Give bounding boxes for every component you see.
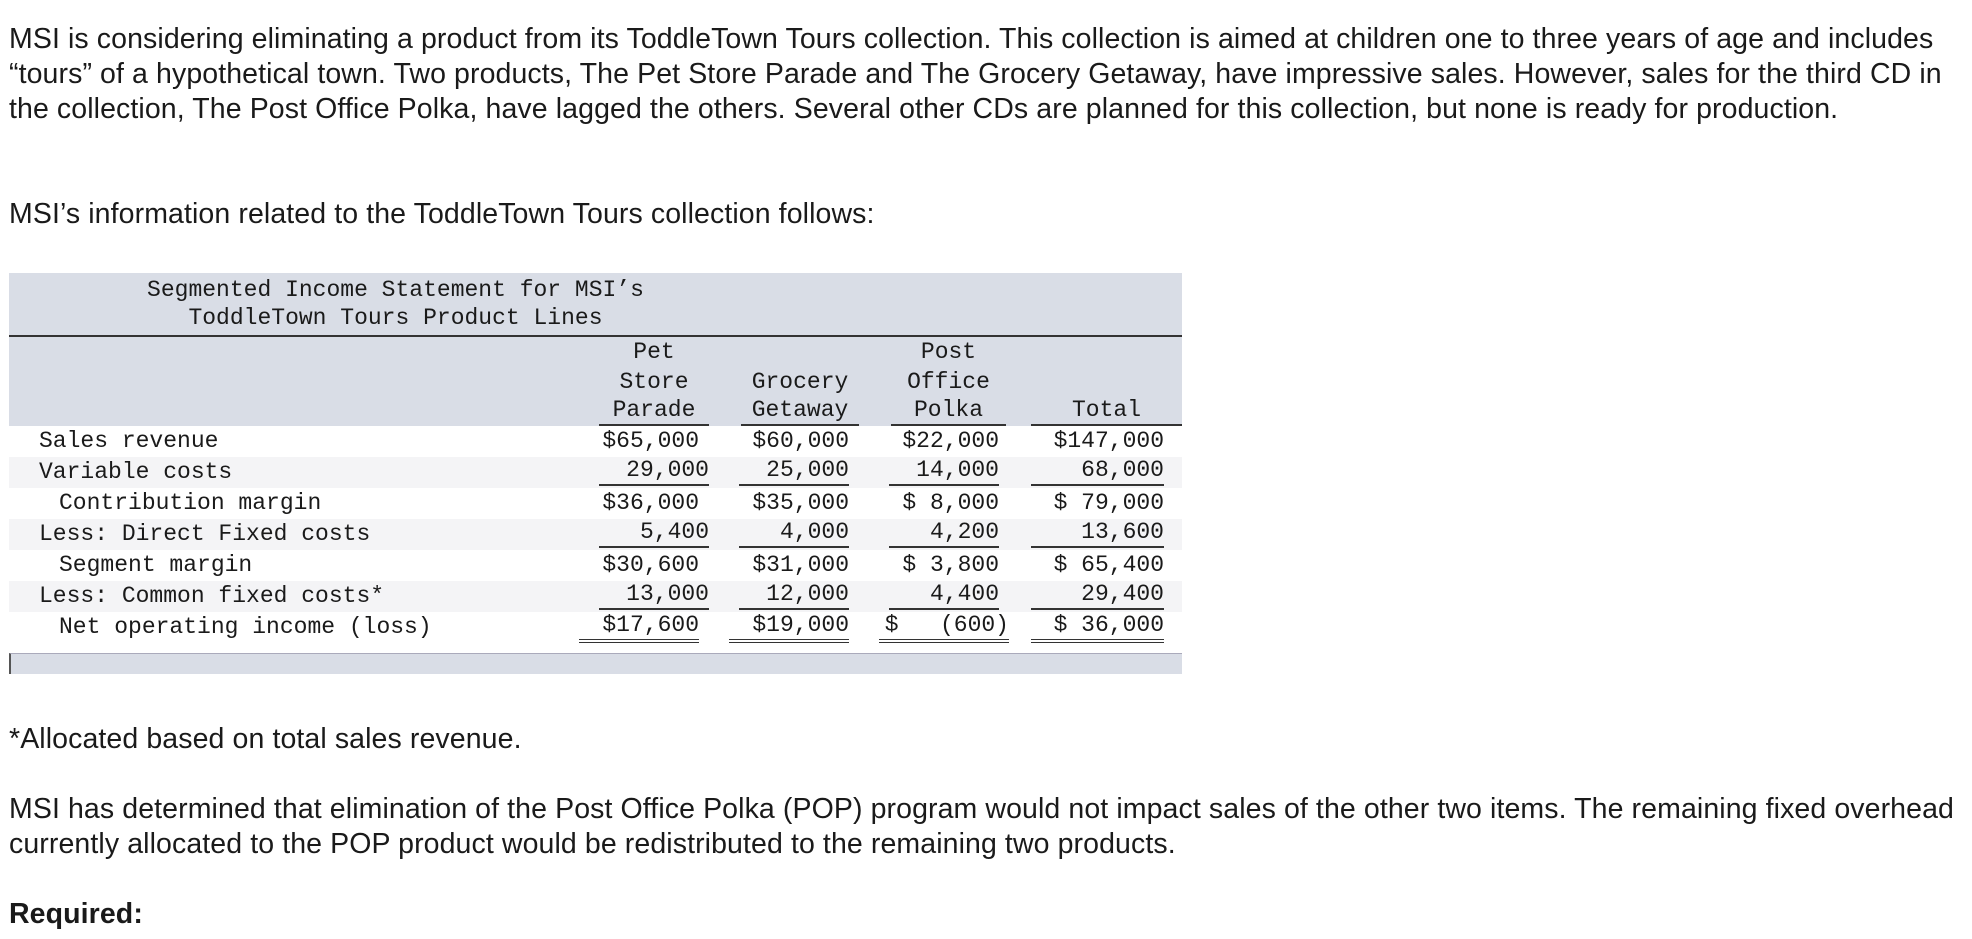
- col-header-grocery-l2: Grocery: [751, 369, 849, 395]
- table-row: [9, 519, 1182, 550]
- cell-post: $ 8,000: [902, 490, 999, 516]
- cell-total: 13,600: [1031, 519, 1164, 548]
- row-label-sales-revenue: Sales revenue: [39, 428, 219, 454]
- cell-grocery: $35,000: [752, 490, 849, 516]
- table-row: [9, 581, 1182, 612]
- cell-pet: $30,600: [602, 552, 699, 578]
- cell-total: $ 65,400: [1053, 552, 1164, 578]
- col-header-total: Total: [1031, 397, 1182, 426]
- row-label-variable-costs: Variable costs: [39, 459, 233, 485]
- cell-grocery: 4,000: [739, 519, 849, 548]
- table-header: [9, 273, 1182, 426]
- col-header-pet-l1: Pet: [633, 339, 675, 365]
- cell-total: $ 36,000: [1031, 612, 1164, 643]
- cell-total: 29,400: [1031, 581, 1164, 610]
- cell-pet: 13,000: [599, 581, 709, 610]
- info-line: MSI’s information related to the ToddleTown Tours collection follows:: [9, 198, 875, 230]
- row-label-contribution-margin: Contribution margin: [59, 490, 322, 516]
- col-header-grocery-l3: Getaway: [741, 397, 859, 426]
- title-divider: [9, 335, 1182, 337]
- table-title-line1: Segmented Income Statement for MSI’s: [147, 277, 644, 303]
- row-label-segment-margin: Segment margin: [59, 552, 253, 578]
- segmented-income-statement-table: [9, 273, 1182, 674]
- cell-pet: 5,400: [599, 519, 709, 548]
- col-header-post-l2: Office: [907, 369, 990, 395]
- row-label-direct-fixed-costs: Less: Direct Fixed costs: [39, 521, 371, 547]
- cell-grocery: 12,000: [739, 581, 849, 610]
- cell-pet: 29,000: [599, 457, 709, 486]
- elimination-paragraph: MSI has determined that elimination of the Post Office Polka (POP) program would not impact sales of the other two items. The remaining fixed overhead currently allocated to the POP product would be redistributed to the remaining two products.: [9, 793, 1954, 860]
- row-label-net-operating-income: Net operating income (loss): [59, 614, 432, 640]
- intro-paragraph: MSI is considering eliminating a product from its ToddleTown Tours collection. This collection is aimed at children one to three years of age and includes “tours” of a hypothetical town. Two products, The Pet Store Parade and The Grocery Getaway, have impressive sales. However, sales for the third CD in the collection, The Post Office Polka, have lagged the others. Several other CDs are planned for this collection, but none is ready for production.: [9, 23, 1942, 125]
- cell-post: 4,200: [889, 519, 999, 548]
- table-footer: [9, 653, 1182, 674]
- table-title-line2: ToddleTown Tours Product Lines: [188, 305, 603, 331]
- table-row: [9, 426, 1182, 457]
- cell-pet: $36,000: [602, 490, 699, 516]
- col-header-post-l3: Polka: [891, 397, 1006, 426]
- cell-grocery: $31,000: [752, 552, 849, 578]
- cell-total: $ 79,000: [1053, 490, 1164, 516]
- footnote: *Allocated based on total sales revenue.: [9, 723, 522, 755]
- col-header-post-l1: Post: [920, 339, 977, 365]
- cell-pet: $65,000: [602, 428, 699, 454]
- col-header-pet-l3: Parade: [599, 397, 709, 426]
- row-label-common-fixed-costs: Less: Common fixed costs*: [39, 583, 385, 609]
- required-label: Required:: [9, 898, 143, 930]
- cell-pet: $17,600: [579, 612, 699, 643]
- table-row: [9, 550, 1182, 581]
- cell-post: 4,400: [889, 581, 999, 610]
- cell-post: $ 3,800: [902, 552, 999, 578]
- cell-grocery: $19,000: [729, 612, 849, 643]
- col-header-pet-l2: Store: [619, 369, 689, 395]
- cell-post: $22,000: [902, 428, 999, 454]
- cell-total: 68,000: [1031, 457, 1164, 486]
- table-row: [9, 488, 1182, 519]
- cell-post: 14,000: [889, 457, 999, 486]
- table-row: [9, 612, 1182, 643]
- cell-grocery: $60,000: [752, 428, 849, 454]
- cell-total: $147,000: [1053, 428, 1164, 454]
- cell-post: $ (600): [879, 612, 1009, 643]
- table-row: [9, 457, 1182, 488]
- cell-grocery: 25,000: [739, 457, 849, 486]
